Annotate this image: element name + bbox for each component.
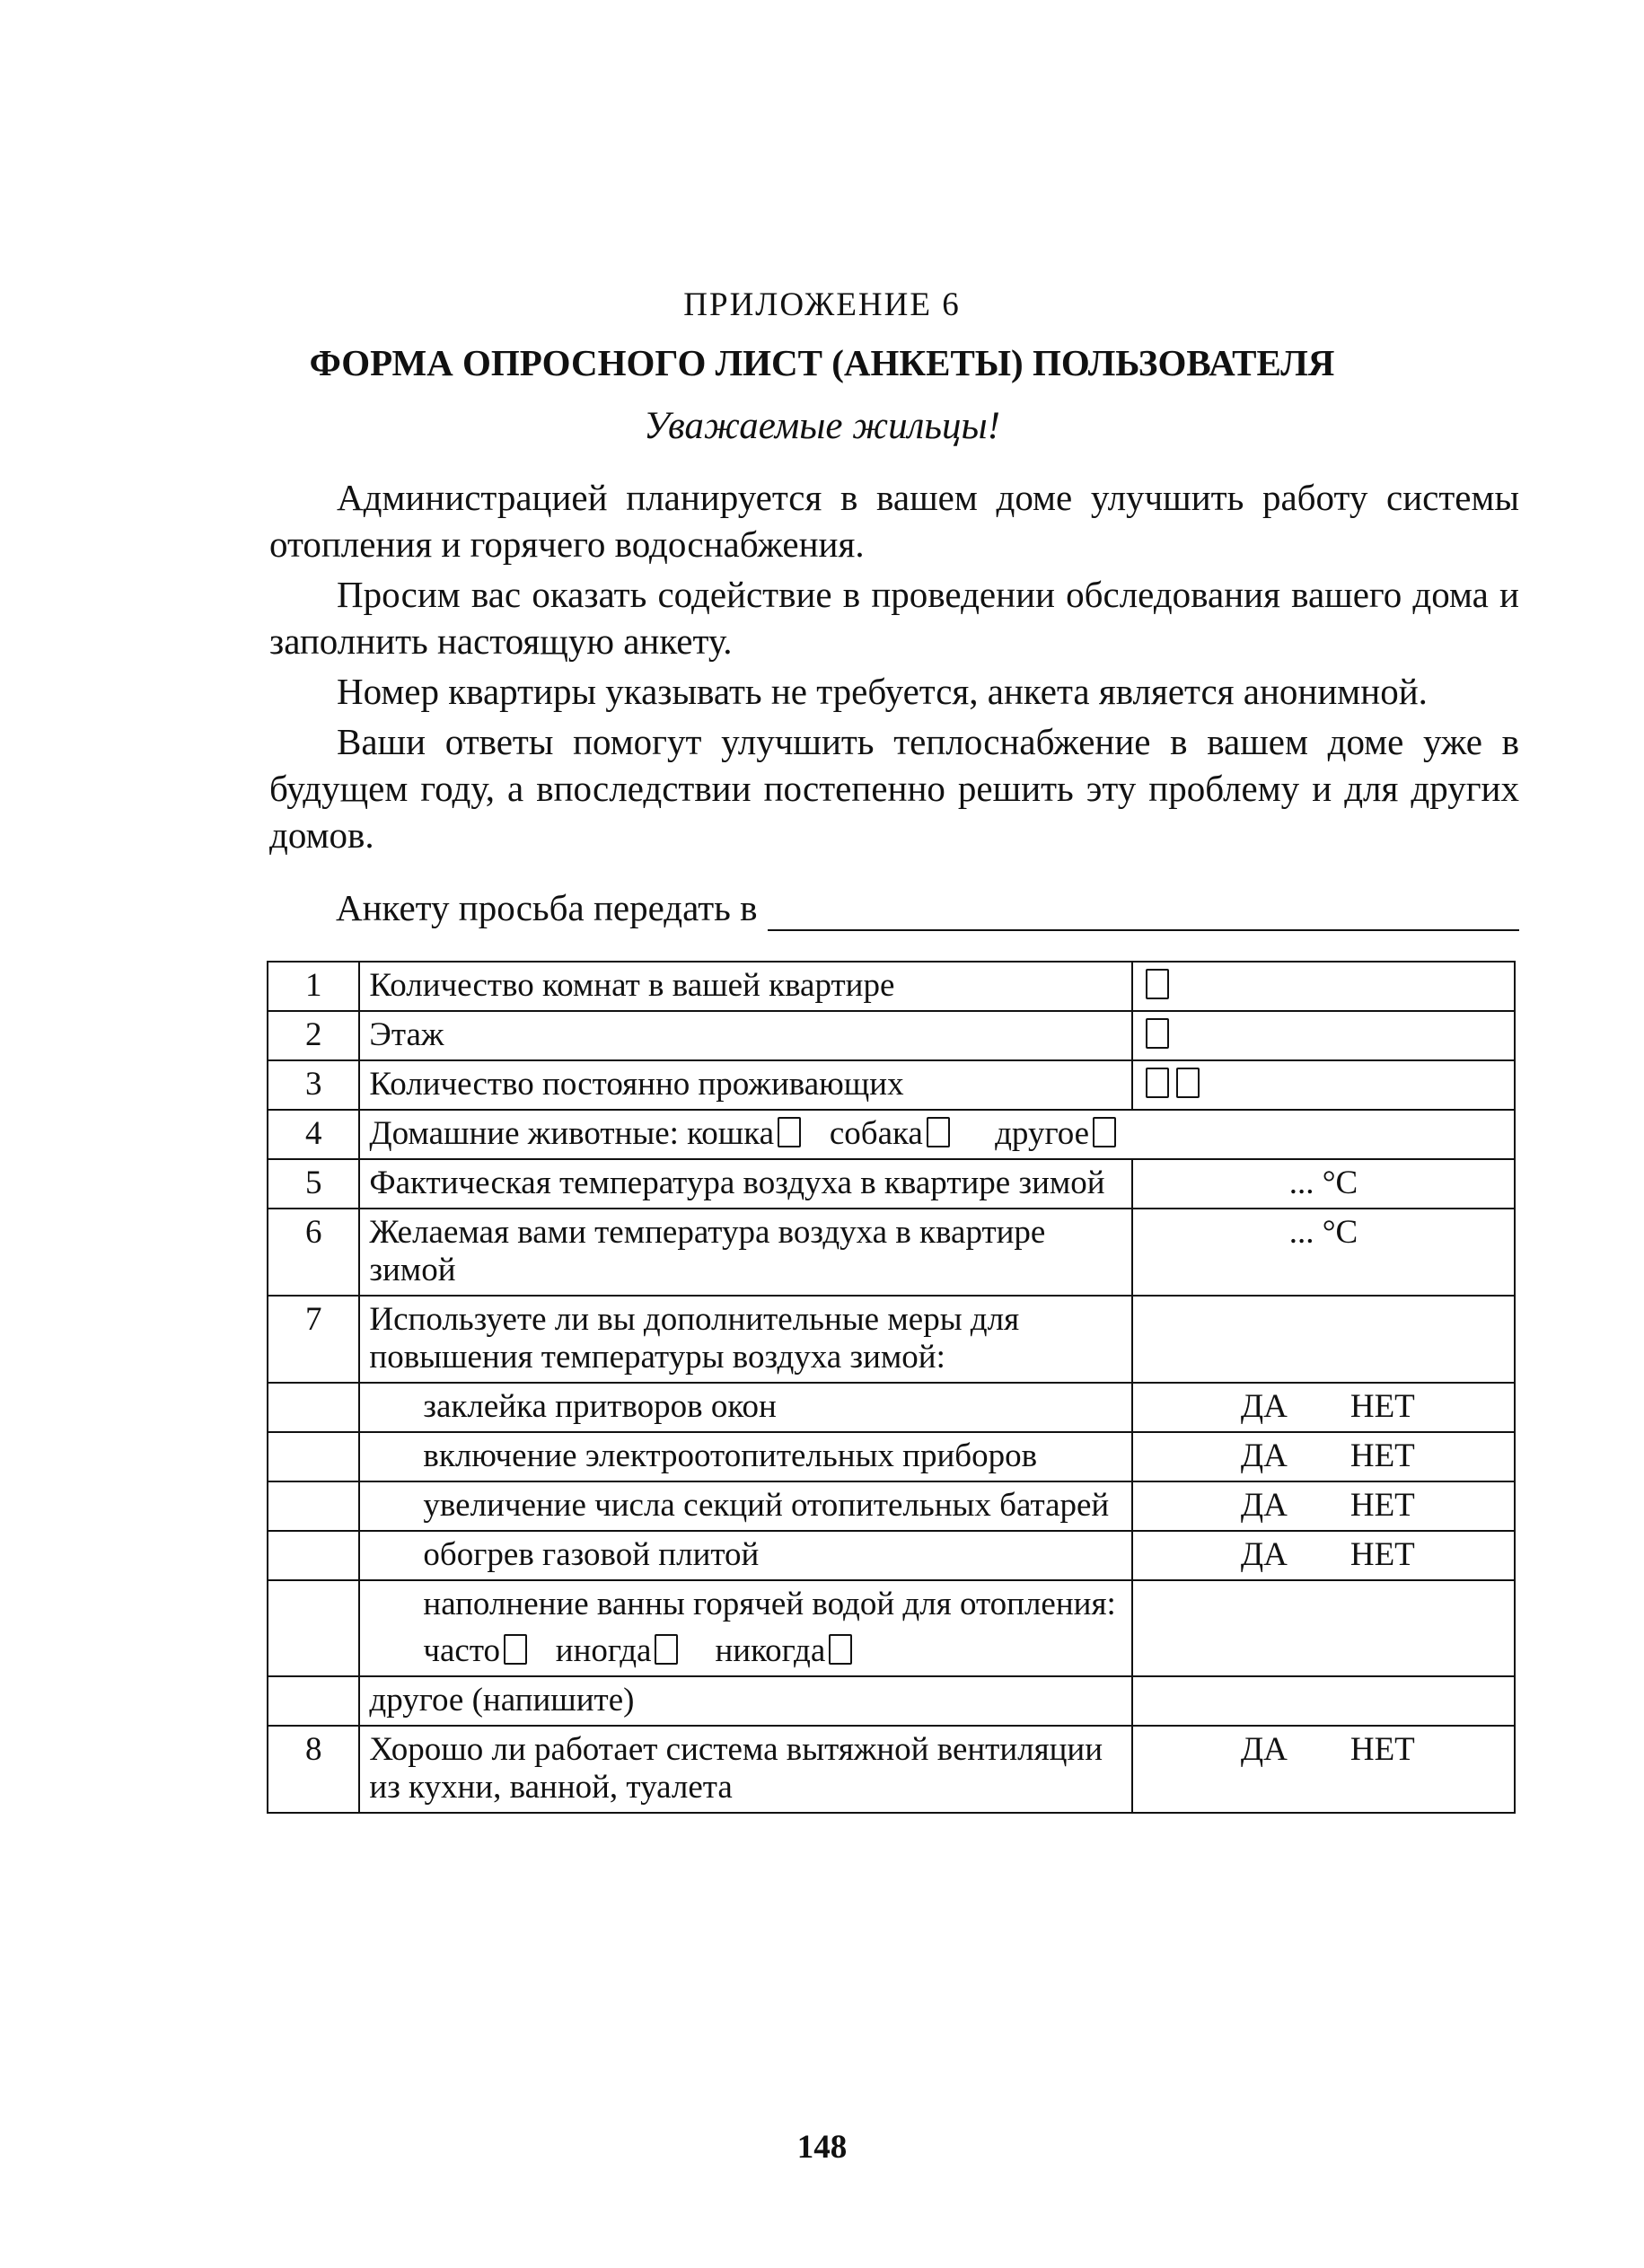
no-option[interactable]: НЕТ xyxy=(1349,1536,1415,1573)
paragraph: Администрацией планируется в вашем доме улучшить работу системы отопления и горячего водоснабжения. xyxy=(269,477,1519,565)
yes-no-cell xyxy=(1132,1726,1515,1813)
checkbox-dog[interactable] xyxy=(927,1117,950,1147)
checkbox-never[interactable] xyxy=(829,1634,852,1665)
question-label: Желаемая вами температура воздуха в квартире зимой xyxy=(359,1209,1131,1296)
checkbox[interactable] xyxy=(1176,1068,1200,1098)
question-label: Количество постоянно проживающих xyxy=(359,1060,1131,1110)
table-row xyxy=(268,962,1515,1011)
survey-table xyxy=(267,961,1516,1814)
option-other: другое xyxy=(995,1115,1090,1152)
other-write-label: другое (напишите) xyxy=(359,1676,1131,1726)
answer-cell xyxy=(1132,1296,1515,1383)
frequency-options xyxy=(423,1632,1121,1670)
checkbox[interactable] xyxy=(1146,969,1169,999)
measure-label: заклейка притворов окон xyxy=(359,1383,1131,1432)
answer-cell xyxy=(1132,1011,1515,1060)
yes-option[interactable]: ДА xyxy=(1240,1437,1288,1474)
question-label: Используете ли вы дополнительные меры для повышения температуры воздуха зимой: xyxy=(359,1296,1131,1383)
checkbox-other[interactable] xyxy=(1093,1117,1116,1147)
table-row xyxy=(268,1726,1515,1813)
question-number: 2 xyxy=(268,1011,359,1060)
table-row xyxy=(268,1011,1515,1060)
question-label: Количество комнат в вашей квартире xyxy=(359,962,1131,1011)
option-cat: кошка xyxy=(687,1115,775,1152)
other-write-field[interactable] xyxy=(1132,1676,1515,1726)
yes-option[interactable]: ДА xyxy=(1240,1487,1288,1524)
table-row xyxy=(268,1110,1515,1159)
greeting: Уважаемые жильцы! xyxy=(644,405,1000,447)
page-number: 148 xyxy=(796,2129,848,2166)
temperature-field[interactable]: ... °С xyxy=(1132,1209,1515,1296)
appendix-label: ПРИЛОЖЕНИЕ 6 xyxy=(683,286,961,323)
paragraph: Номер квартиры указывать не требуется, анкета является анонимной. xyxy=(337,671,1428,712)
table-row xyxy=(268,1296,1515,1383)
form-title: ФОРМА ОПРОСНОГО ЛИСТ (АНКЕТЫ) ПОЛЬЗОВАТЕЛЯ xyxy=(309,342,1335,383)
table-row xyxy=(268,1580,1515,1676)
no-option[interactable]: НЕТ xyxy=(1349,1437,1415,1474)
question-number: 7 xyxy=(268,1296,359,1383)
submit-to-field[interactable] xyxy=(768,895,1519,931)
answer-cell xyxy=(1132,1060,1515,1110)
yes-option[interactable]: ДА xyxy=(1240,1536,1288,1573)
answer-cell xyxy=(1132,1580,1515,1676)
table-row xyxy=(268,1209,1515,1296)
submit-label: Анкету просьба передать в xyxy=(336,887,758,928)
no-option[interactable]: НЕТ xyxy=(1349,1388,1415,1425)
submit-to-row xyxy=(336,884,1519,931)
option-dog: собака xyxy=(829,1115,923,1152)
yes-no-cell xyxy=(1132,1481,1515,1531)
yes-option[interactable]: ДА xyxy=(1240,1731,1288,1768)
question-number: 8 xyxy=(268,1726,359,1813)
question-number: 4 xyxy=(268,1110,359,1159)
intro-text xyxy=(269,474,1519,862)
measure-label: увеличение числа секций отопительных батарей xyxy=(359,1481,1131,1531)
temperature-field[interactable]: ... °С xyxy=(1132,1159,1515,1209)
checkbox-sometimes[interactable] xyxy=(655,1634,678,1665)
checkbox-cat[interactable] xyxy=(778,1117,801,1147)
table-row xyxy=(268,1676,1515,1726)
question-label: Хорошо ли работает система вытяжной вентиляции из кухни, ванной, туалета xyxy=(359,1726,1131,1813)
paragraph: Ваши ответы помогут улучшить теплоснабжение в вашем доме уже в будущем году, а впоследствии постепенно решить эту проблему и для других домов. xyxy=(269,721,1519,856)
table-row xyxy=(268,1531,1515,1580)
no-option[interactable]: НЕТ xyxy=(1349,1731,1415,1768)
question-number: 6 xyxy=(268,1209,359,1296)
bath-measure-cell xyxy=(359,1580,1131,1676)
paragraph: Просим вас оказать содействие в проведении обследования вашего дома и заполнить настоящую анкету. xyxy=(269,574,1519,662)
option-often: часто xyxy=(423,1632,501,1669)
yes-no-cell xyxy=(1132,1383,1515,1432)
yes-option[interactable]: ДА xyxy=(1240,1388,1288,1425)
question-number: 3 xyxy=(268,1060,359,1110)
question-number: 1 xyxy=(268,962,359,1011)
question-label: Домашние животные: xyxy=(369,1115,679,1152)
table-row xyxy=(268,1432,1515,1481)
pets-cell xyxy=(359,1110,1515,1159)
checkbox[interactable] xyxy=(1146,1068,1169,1098)
question-label: Фактическая температура воздуха в квартире зимой xyxy=(359,1159,1131,1209)
option-never: никогда xyxy=(715,1632,826,1669)
table-row xyxy=(268,1159,1515,1209)
question-number: 5 xyxy=(268,1159,359,1209)
no-option[interactable]: НЕТ xyxy=(1349,1487,1415,1524)
answer-cell xyxy=(1132,962,1515,1011)
yes-no-cell xyxy=(1132,1531,1515,1580)
table-row xyxy=(268,1481,1515,1531)
question-label: Этаж xyxy=(359,1011,1131,1060)
option-sometimes: иногда xyxy=(555,1632,652,1669)
table-row xyxy=(268,1383,1515,1432)
measure-label: наполнение ванны горячей водой для отопления: xyxy=(423,1586,1116,1622)
measure-label: обогрев газовой плитой xyxy=(359,1531,1131,1580)
yes-no-cell xyxy=(1132,1432,1515,1481)
measure-label: включение электроотопительных приборов xyxy=(359,1432,1131,1481)
table-row xyxy=(268,1060,1515,1110)
checkbox[interactable] xyxy=(1146,1018,1169,1049)
checkbox-often[interactable] xyxy=(504,1634,527,1665)
